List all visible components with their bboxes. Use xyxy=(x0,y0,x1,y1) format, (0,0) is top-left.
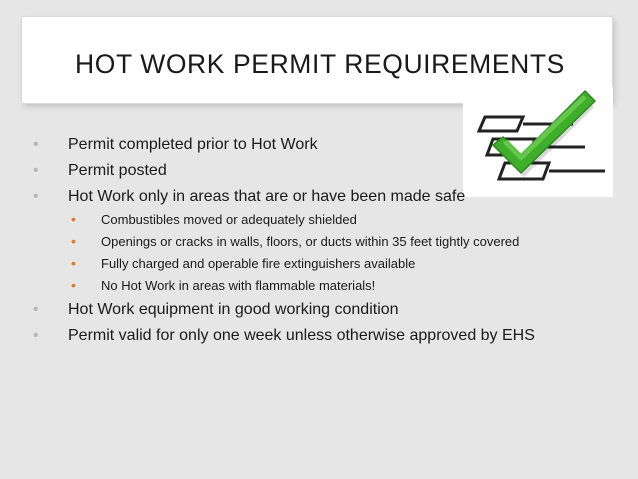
list-item xyxy=(33,160,613,182)
sub-bullet-text: Combustibles moved or adequately shielded xyxy=(101,212,357,227)
sub-list-item xyxy=(71,254,613,273)
list-item xyxy=(33,325,588,347)
bullet-text: Permit valid for only one week unless otherwise approved by EHS xyxy=(68,327,535,344)
checklist-box-1 xyxy=(479,117,523,131)
list-item xyxy=(33,299,613,321)
bullet-dot: • xyxy=(33,136,39,153)
sub-list-item xyxy=(71,210,613,229)
bullet-text: Hot Work equipment in good working condition xyxy=(68,301,399,318)
sub-bullet-dot: • xyxy=(71,255,76,271)
bullet-text: Permit completed prior to Hot Work xyxy=(68,136,318,153)
bullet-text: Permit posted xyxy=(68,162,167,179)
sub-bullet-dot: • xyxy=(71,277,76,293)
sub-list-item xyxy=(71,276,613,295)
bullet-dot: • xyxy=(33,327,39,344)
sub-list-item xyxy=(71,232,581,251)
bullet-text: Hot Work only in areas that are or have been made safe xyxy=(68,188,466,205)
page-title: HOT WORK PERMIT REQUIREMENTS xyxy=(75,49,565,79)
sub-bullet-text: Openings or cracks in walls, floors, or ducts within 35 feet tightly covered xyxy=(101,234,520,249)
sub-bullet-dot: • xyxy=(71,211,76,227)
sub-bullet-text: Fully charged and operable fire extinguishers available xyxy=(101,256,416,271)
bullet-dot: • xyxy=(33,188,39,205)
bullet-list xyxy=(33,134,613,351)
list-item xyxy=(33,134,613,156)
sub-bullet-list xyxy=(68,210,613,295)
list-item xyxy=(33,186,613,295)
bullet-dot: • xyxy=(33,301,39,318)
sub-bullet-text: No Hot Work in areas with flammable materials! xyxy=(101,278,376,293)
sub-bullet-dot: • xyxy=(71,233,76,249)
bullet-dot: • xyxy=(33,162,39,179)
